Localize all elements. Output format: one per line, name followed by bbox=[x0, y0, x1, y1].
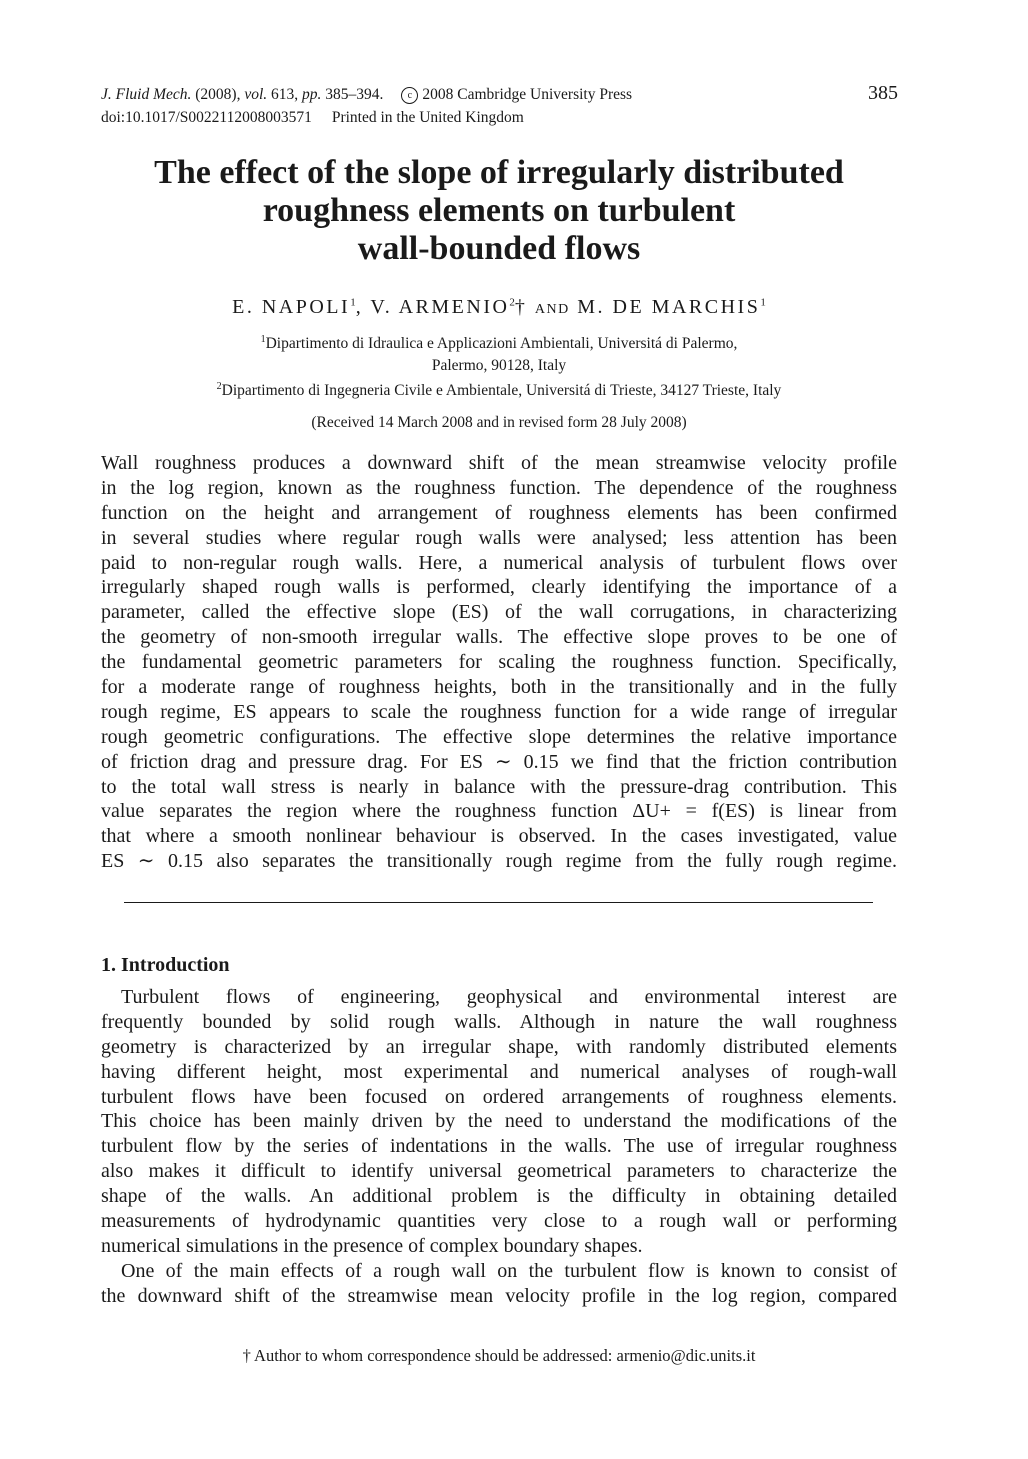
page-range: 385–394. bbox=[325, 86, 384, 103]
author-napoli-affil: 1 bbox=[350, 296, 356, 309]
author-armenio: V. ARMENIO bbox=[370, 296, 510, 318]
journal-year: (2008), bbox=[195, 86, 241, 103]
volume-label: vol. bbox=[244, 86, 268, 103]
abstract-line: that where a smooth nonlinear behaviour is observed. In the cases investigated, value bbox=[101, 825, 897, 848]
section-heading-introduction: 1. Introduction bbox=[101, 954, 230, 976]
abstract bbox=[101, 451, 897, 874]
abstract-line: in the log region, known as the roughness function. The dependence of the roughness bbox=[101, 476, 897, 499]
paper-title bbox=[100, 154, 898, 268]
abstract-line: parameter, called the effective slope (ES) of the wall corrugations, in characterizing bbox=[101, 601, 897, 624]
pages-label: pp. bbox=[302, 86, 322, 103]
affiliation-1 bbox=[100, 329, 898, 377]
body-line: geometry is characterized by an irregular shape, with randomly distributed elements bbox=[101, 1035, 897, 1058]
author-separator: , bbox=[355, 296, 371, 318]
affiliation-1-line-2: Palermo, 90128, Italy bbox=[431, 357, 567, 375]
abstract-line: function on the height and arrangement of roughness elements has been confirmed bbox=[101, 501, 897, 524]
abstract-line: the fundamental geometric parameters for scaling the roughness function. Specifically, bbox=[101, 651, 897, 674]
affiliation-2-line-1: Dipartimento di Ingegneria Civile e Ambientale, Universitá di Trieste, 34127 Trieste, Italy bbox=[221, 382, 782, 400]
introduction-body bbox=[101, 985, 897, 1309]
title-line-2: roughness elements on turbulent bbox=[262, 192, 736, 229]
section-divider bbox=[124, 902, 873, 903]
title-line-3: wall-bounded flows bbox=[357, 230, 641, 267]
abstract-line: value separates the region where the roughness function ΔU+ = f(ES) is linear from bbox=[101, 800, 897, 823]
received-dates: (Received 14 March 2008 and in revised form 28 July 2008) bbox=[311, 414, 687, 431]
body-line: also makes it difficult to identify universal geometrical parameters to characterize the bbox=[101, 1160, 897, 1183]
body-line: This choice has been mainly driven by the need to understand the modifications of the bbox=[101, 1110, 897, 1133]
doi[interactable]: doi:10.1017/S0022112008003571 bbox=[101, 109, 312, 126]
body-line: turbulent flows have been focused on ordered arrangements of roughness elements. bbox=[101, 1085, 897, 1108]
abstract-line: rough geometric configurations. The effective slope determines the relative importance bbox=[101, 725, 897, 748]
author-de-marchis-affil: 1 bbox=[760, 296, 766, 309]
journal-name: J. Fluid Mech. bbox=[101, 86, 192, 103]
abstract-line: ES ∼ 0.15 also separates the transitionally rough regime from the fully rough regime. bbox=[101, 850, 897, 873]
body-line: One of the main effects of a rough wall on the turbulent flow is known to consist of bbox=[121, 1259, 897, 1282]
body-line: the downward shift of the streamwise mean velocity profile in the log region, compared bbox=[101, 1284, 897, 1307]
doi-line bbox=[101, 109, 524, 127]
page-number: 385 bbox=[868, 82, 898, 104]
author-de-marchis: M. DE MARCHIS bbox=[577, 296, 761, 318]
body-line: turbulent flow by the series of indentations in the walls. The use of irregular roughness bbox=[101, 1135, 897, 1158]
correspondence-footnote: † Author to whom correspondence should be addressed: armenio@dic.units.it bbox=[242, 1346, 756, 1365]
author-napoli: E. NAPOLI bbox=[232, 296, 351, 318]
abstract-line: of friction drag and pressure drag. For ES ∼ 0.15 we find that the friction contribution bbox=[101, 750, 897, 773]
abstract-line: Wall roughness produces a downward shift of the mean streamwise velocity profile bbox=[101, 452, 897, 474]
abstract-line: the geometry of non-smooth irregular walls. The effective slope proves to be one of bbox=[101, 626, 897, 649]
abstract-line: rough regime, ES appears to scale the roughness function for a wide range of irregular bbox=[101, 700, 897, 723]
affiliation-2-marker: 2 bbox=[216, 381, 222, 392]
body-line: having different height, most experimental and numerical analyses of rough-wall bbox=[101, 1060, 897, 1083]
body-line: Turbulent flows of engineering, geophysical and environmental interest are bbox=[121, 986, 897, 1008]
affiliation-1-line-1: Dipartimento di Idraulica e Applicazioni Ambientali, Universitá di Palermo, bbox=[265, 335, 738, 353]
volume-number: 613, bbox=[271, 86, 299, 103]
abstract-line: paid to non-regular rough walls. Here, a numerical analysis of turbulent flows over bbox=[101, 551, 897, 574]
journal-citation bbox=[101, 86, 632, 104]
affiliation-1-marker: 1 bbox=[260, 334, 266, 345]
body-line: measurements of hydrodynamic quantities very close to a rough wall or performing bbox=[101, 1210, 897, 1233]
body-line: frequently bounded by solid rough walls. Although in nature the wall roughness bbox=[101, 1010, 897, 1033]
abstract-line: to the total wall stress is nearly in balance with the pressure-drag contribution. This bbox=[101, 775, 897, 798]
abstract-line: in several studies where regular rough walls were analysed; less attention has been bbox=[101, 526, 897, 549]
copyright-icon: c bbox=[401, 87, 418, 104]
author-armenio-affil: 2 bbox=[509, 296, 515, 309]
body-line: numerical simulations in the presence of complex boundary shapes. bbox=[101, 1234, 643, 1257]
body-line: shape of the walls. An additional problem is the difficulty in obtaining detailed bbox=[101, 1185, 897, 1208]
abstract-line: for a moderate range of roughness heights, both in the transitionally and in the fully bbox=[101, 676, 897, 699]
affiliation-2 bbox=[100, 376, 898, 402]
abstract-line: irregularly shaped rough walls is performed, clearly identifying the importance of a bbox=[101, 576, 897, 599]
author-and: AND bbox=[534, 302, 570, 317]
author-list bbox=[100, 296, 898, 319]
copyright-text: 2008 Cambridge University Press bbox=[422, 86, 633, 103]
dagger-mark: † bbox=[514, 296, 528, 318]
printed-in: Printed in the United Kingdom bbox=[331, 109, 524, 126]
title-line-1: The effect of the slope of irregularly distributed bbox=[154, 154, 844, 191]
